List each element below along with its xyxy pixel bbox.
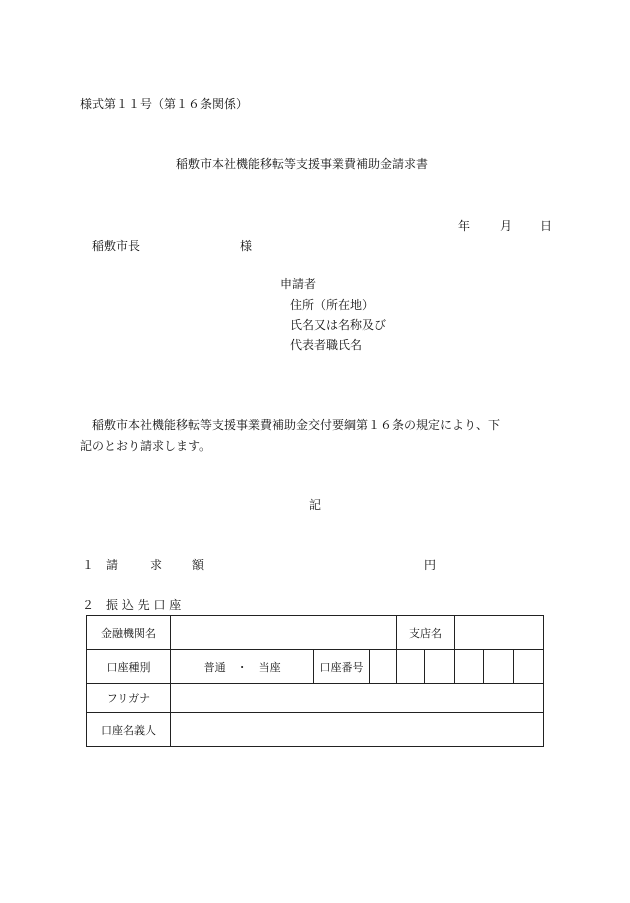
addressee-name: 稲敷市長 [92, 239, 141, 253]
holder-name-field[interactable] [170, 713, 543, 747]
account-digit-6[interactable] [514, 650, 544, 684]
account-digit-3[interactable] [424, 650, 454, 684]
branch-name-field[interactable] [454, 616, 543, 650]
bank-name-field[interactable] [170, 616, 396, 650]
item1-number: １ [82, 558, 95, 572]
body-line-1: 稲敷市本社機能移転等支援事業費補助金交付要綱第１６条の規定により、下 [92, 418, 501, 432]
addressee-honorific: 様 [240, 239, 253, 253]
bank-row [87, 616, 544, 650]
holder-row [87, 713, 544, 747]
furigana-row [87, 684, 544, 713]
holder-label: 口座名義人 [87, 713, 171, 747]
item1-unit: 円 [424, 558, 437, 572]
account-digit-5[interactable] [484, 650, 514, 684]
account-digit-4[interactable] [454, 650, 484, 684]
applicant-representative-label: 代表者職氏名 [290, 338, 363, 352]
account-type-row [87, 650, 544, 684]
item1-label-char-2: 求 [150, 558, 163, 572]
account-type-label: 口座種別 [87, 650, 171, 684]
account-number-label: 口座番号 [314, 650, 369, 684]
applicant-heading: 申請者 [280, 277, 317, 291]
furigana-field[interactable] [170, 684, 543, 713]
item1-label-char-3: 額 [192, 558, 205, 572]
item1-label-char-1: 請 [106, 558, 119, 572]
item2-number: ２ [82, 598, 95, 612]
date-month: 月 [500, 219, 513, 233]
form-number: 様式第１１号（第１６条関係） [80, 97, 249, 111]
account-type-options[interactable]: 普通 ・ 当座 [170, 650, 313, 684]
document-title: 稲敷市本社機能移転等支援事業費補助金請求書 [176, 157, 429, 171]
item2-label: 振 込 先 口 座 [106, 598, 182, 612]
date-year: 年 [458, 219, 471, 233]
applicant-address-label: 住所（所在地） [290, 298, 375, 312]
furigana-label: フリガナ [87, 684, 171, 713]
account-digit-2[interactable] [397, 650, 425, 684]
date-day: 日 [540, 219, 553, 233]
ki-heading: 記 [309, 498, 322, 512]
bank-account-table [86, 615, 544, 747]
bank-label: 金融機関名 [87, 616, 171, 650]
body-line-2: 記のとおり請求します。 [80, 439, 212, 453]
branch-label: 支店名 [397, 616, 454, 650]
account-digit-1[interactable] [369, 650, 397, 684]
applicant-name-label: 氏名又は名称及び [290, 318, 387, 332]
